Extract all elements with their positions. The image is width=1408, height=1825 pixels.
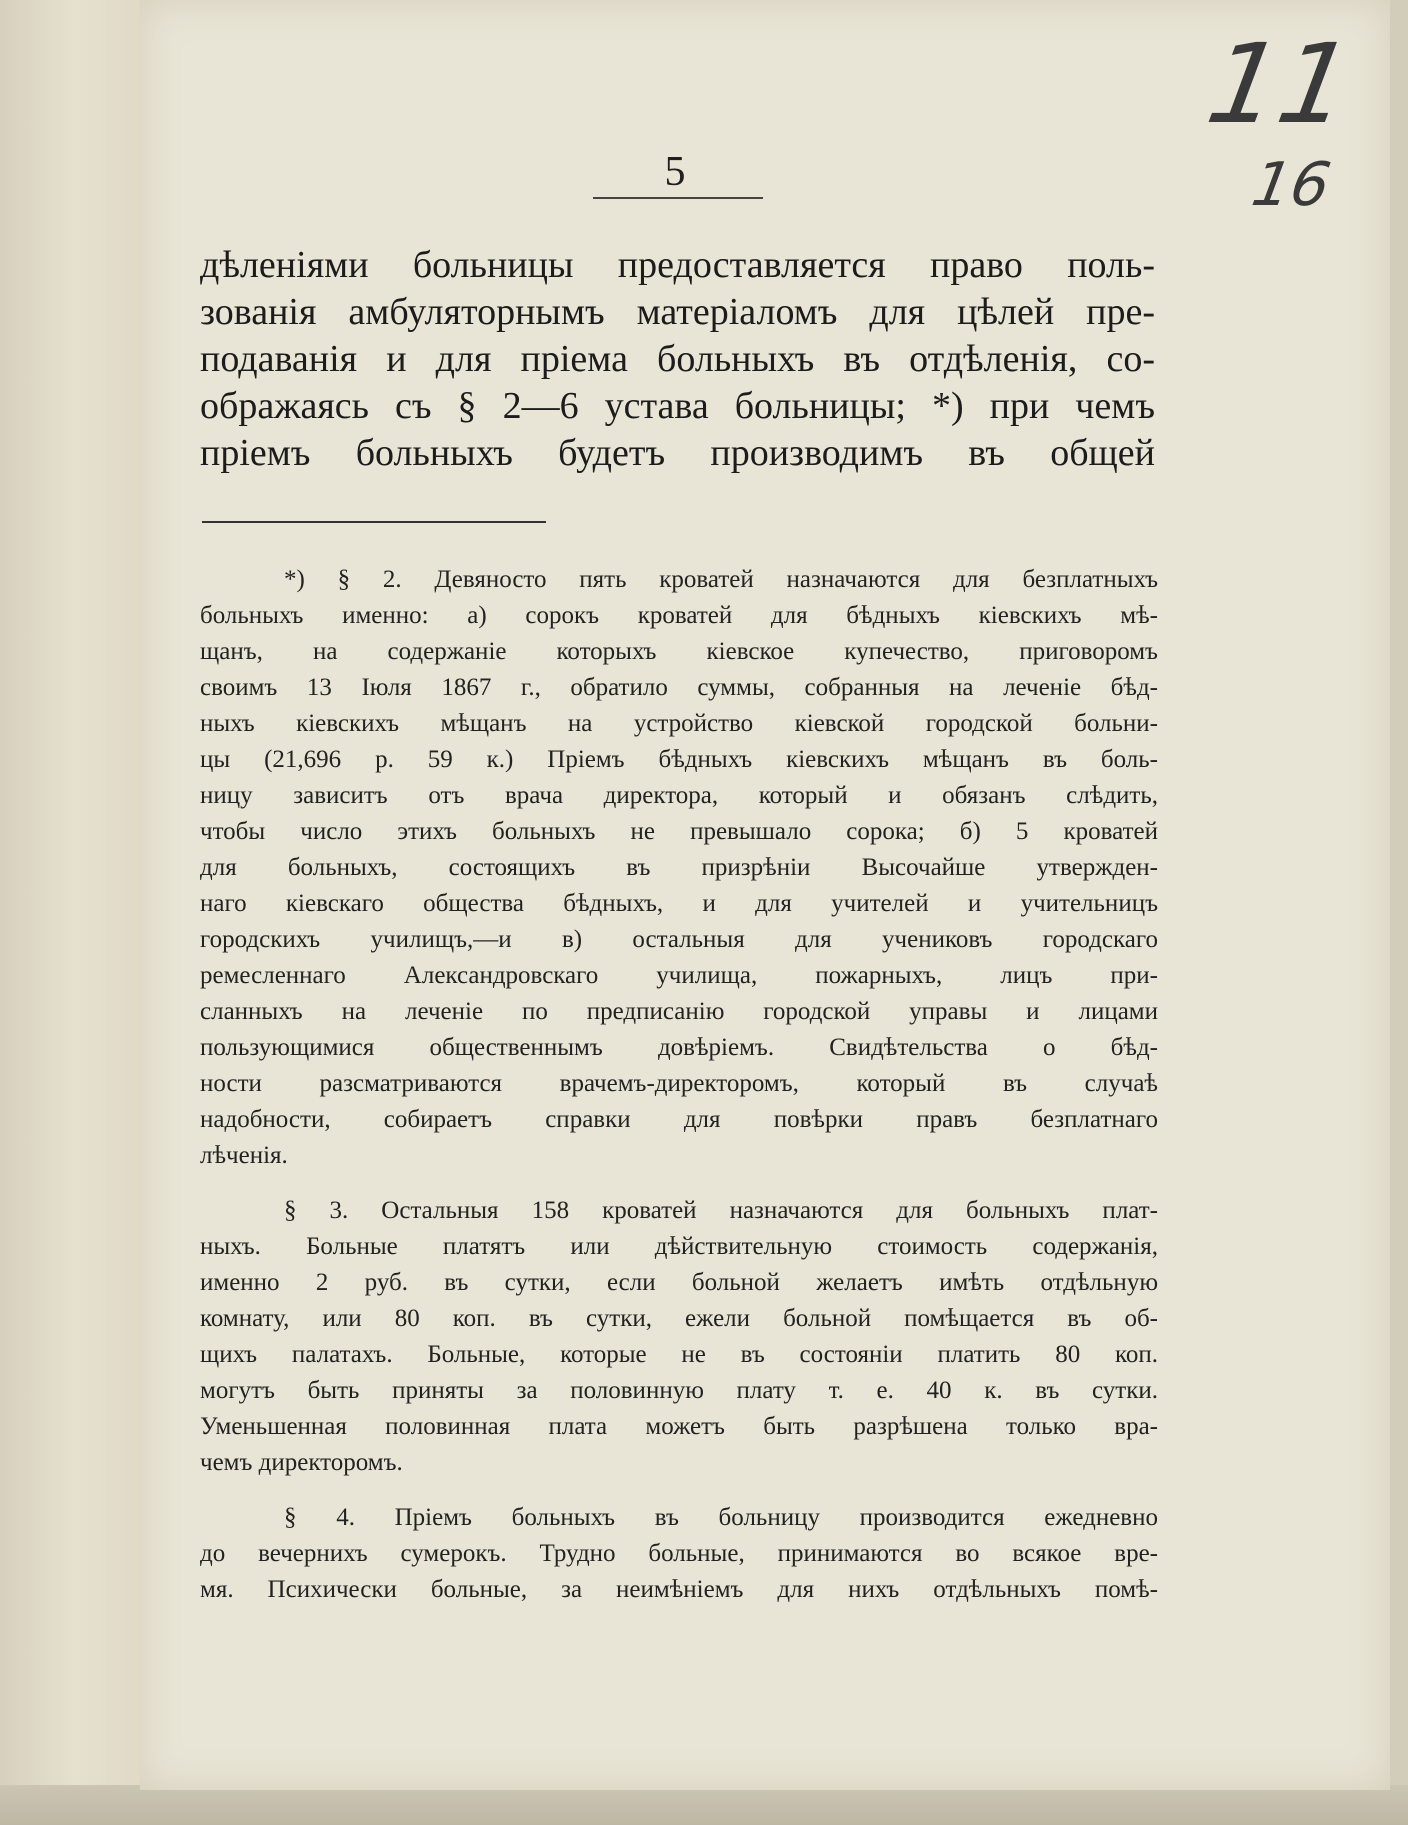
footnote-line: ремесленнаго Александровскаго училища, пожарныхъ, лицъ при- xyxy=(200,962,1158,989)
footnote-line: наго кіевскаго общества бѣдныхъ, и для учителей и учительницъ xyxy=(200,890,1158,917)
handwritten-folio-number: 11 xyxy=(1198,20,1362,148)
footnote-line: Уменьшенная половинная плата можетъ быть разрѣшена только вра- xyxy=(200,1413,1158,1440)
footnote-line: ности разсматриваются врачемъ-директоромъ, который въ случаѣ xyxy=(200,1070,1158,1097)
footnote-separator xyxy=(202,521,546,523)
footnote-line: § 3. Остальныя 158 кроватей назначаются для больныхъ плат- xyxy=(284,1197,1158,1224)
scan-background-bottom xyxy=(0,1785,1408,1825)
footnote-line: до вечернихъ сумерокъ. Трудно больные, принимаются во всякое вре- xyxy=(200,1540,1158,1567)
page-number-rule xyxy=(593,197,763,199)
footnote-line: для больныхъ, состоящихъ въ призрѣніи Высочайше утвержден- xyxy=(200,854,1158,881)
footnote-line: могутъ быть приняты за половинную плату т. е. 40 к. въ сутки. xyxy=(200,1377,1158,1404)
footnote-line: мя. Психически больные, за неимѣніемъ для нихъ отдѣльныхъ помѣ- xyxy=(200,1576,1158,1603)
footnote-line: чтобы число этихъ больныхъ не превышало сорока; б) 5 кроватей xyxy=(200,818,1158,845)
page-number: 5 xyxy=(664,149,686,195)
footnote-line: *) § 2. Девяносто пять кроватей назначаются для безплатныхъ xyxy=(284,566,1158,593)
previous-page-edge xyxy=(0,0,151,1825)
footnote-line: цы (21,696 р. 59 к.) Пріемъ бѣдныхъ кіевскихъ мѣщанъ въ боль- xyxy=(200,746,1158,773)
text-line: пріемъ больныхъ будетъ производимъ въ общей xyxy=(200,432,1155,474)
footnote-line: именно 2 руб. въ сутки, если больной желаетъ имѣть отдѣльную xyxy=(200,1269,1158,1296)
footnotes xyxy=(200,562,1158,1608)
footnote-line: § 4. Пріемъ больныхъ въ больницу производится ежедневно xyxy=(284,1504,1158,1531)
footnote-paragraph-3 xyxy=(200,1193,1158,1481)
text-line: дѣленіями больницы предоставляется право поль- xyxy=(200,244,1155,286)
footnote-line: надобности, собираетъ справки для повѣрки правъ безплатнаго xyxy=(200,1106,1158,1133)
footnote-line: щихъ палатахъ. Больные, которые не въ состояніи платить 80 коп. xyxy=(200,1341,1158,1368)
text-line: зованія амбуляторнымъ матеріаломъ для цѣлей пре- xyxy=(200,291,1155,333)
footnote-line: чемъ директоромъ. xyxy=(200,1449,403,1476)
footnote-line: ныхъ. Больные платятъ или дѣйствительную стоимость содержанія, xyxy=(200,1233,1158,1260)
handwritten-sheet-number: 16 xyxy=(1246,150,1336,220)
text-line: подаванія и для пріема больныхъ въ отдѣленія, со- xyxy=(200,338,1155,380)
footnote-line: городскихъ училищъ,—и в) остальныя для учениковъ городскаго xyxy=(200,926,1158,953)
footnote-line: ницу зависитъ отъ врача директора, который и обязанъ слѣдить, xyxy=(200,782,1158,809)
main-text xyxy=(200,242,1155,477)
footnote-line: ныхъ кіевскихъ мѣщанъ на устройство кіевской городской больни- xyxy=(200,710,1158,737)
footnote-line: сланныхъ на леченіе по предписанію городской управы и лицами xyxy=(200,998,1158,1025)
footnote-line: больныхъ именно: а) сорокъ кроватей для бѣдныхъ кіевскихъ мѣ- xyxy=(200,602,1158,629)
text-line: ображаясь съ § 2—6 устава больницы; *) при чемъ xyxy=(200,385,1155,427)
footnote-line: пользующимися общественнымъ довѣріемъ. Свидѣтельства о бѣд- xyxy=(200,1034,1158,1061)
footnote-line: щанъ, на содержаніе которыхъ кіевское купечество, приговоромъ xyxy=(200,638,1158,665)
footnote-paragraph-2 xyxy=(200,562,1158,1174)
footnote-paragraph-4 xyxy=(200,1500,1158,1608)
footnote-line: лѣченія. xyxy=(200,1142,288,1169)
footnote-line: своимъ 13 Іюля 1867 г., обратило суммы, собранныя на леченіе бѣд- xyxy=(200,674,1158,701)
footnote-line: комнату, или 80 коп. въ сутки, ежели больной помѣщается въ об- xyxy=(200,1305,1158,1332)
